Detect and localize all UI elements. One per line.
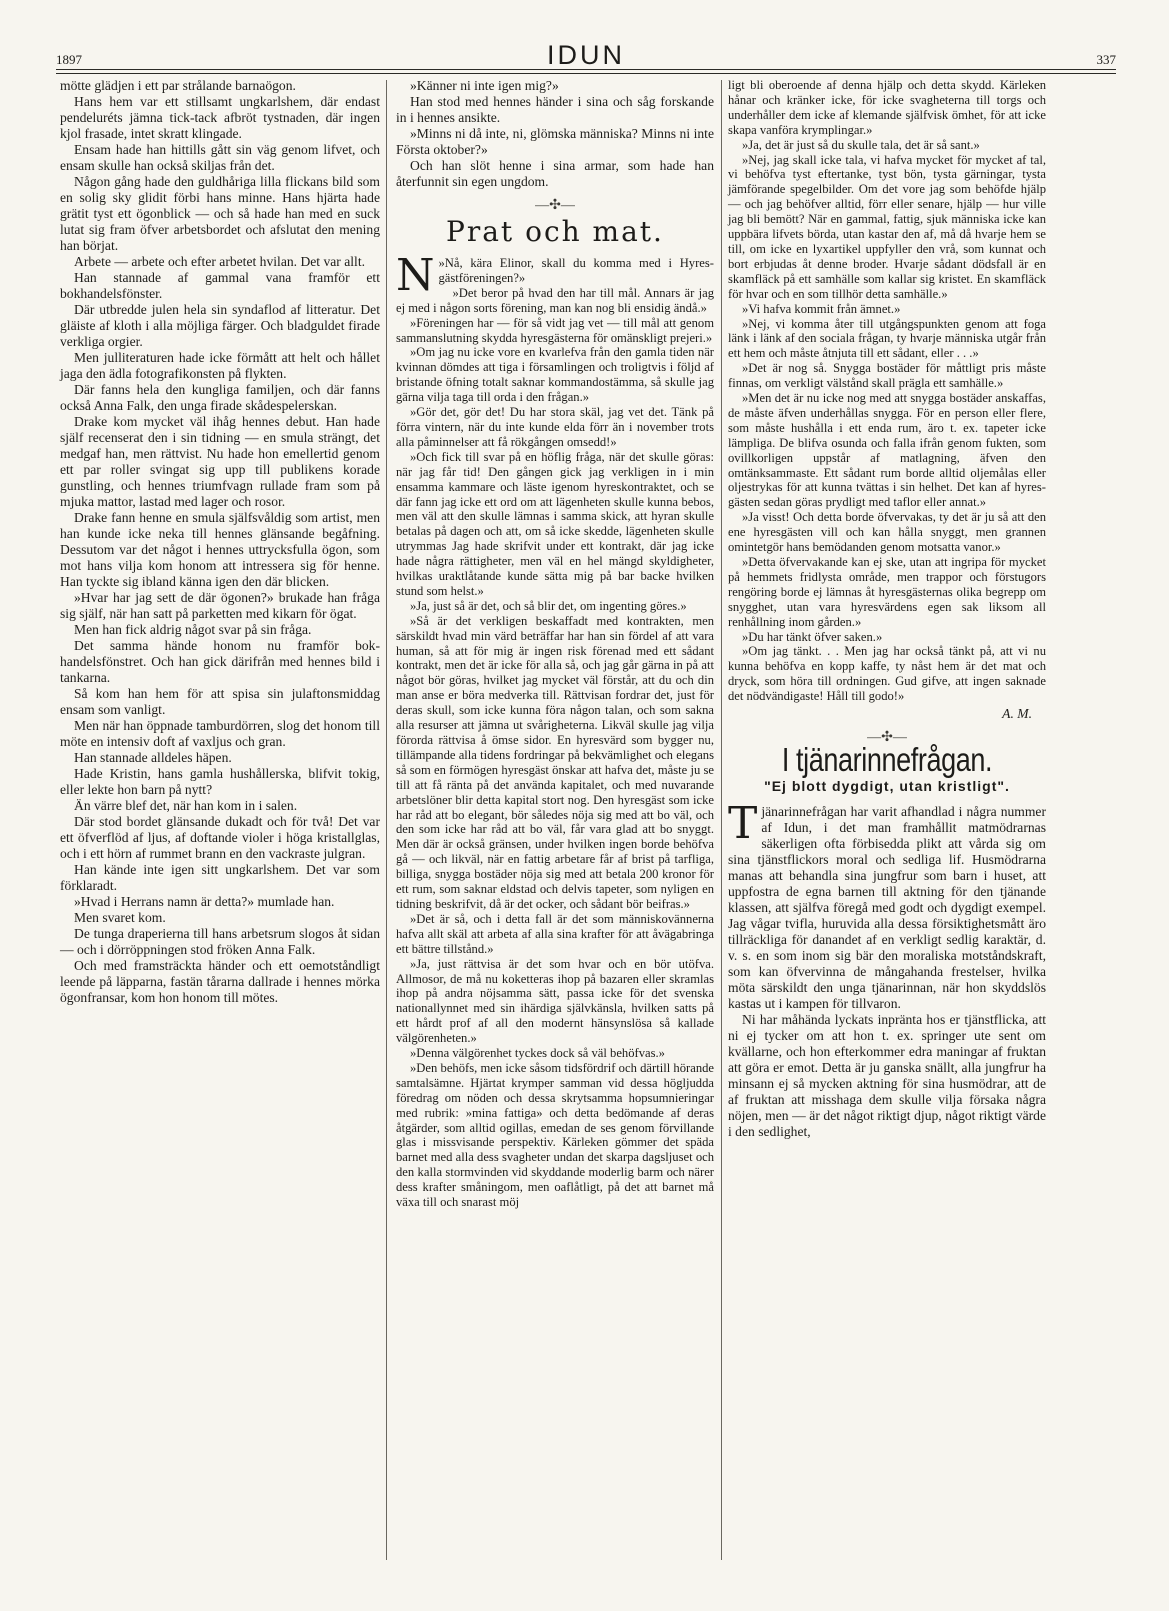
header-rule-thin <box>56 73 1116 74</box>
paragraph-text: »Nå, kära Elinor, skall du komma med i Hyresgästföreningen?» <box>438 256 714 285</box>
column-1 <box>60 78 380 1006</box>
paragraph: Arbete — arbete och efter arbetet hvilan. Det var allt. <box>74 254 365 269</box>
paragraph: Och med framsträckta händer och ett oemotståndligt leende på läpparna, fastän tårarna dallrade i hennes mörka ögonfransar, kom hon honom till mötes. <box>60 958 380 1005</box>
section-title-prat: Prat och mat. <box>446 215 664 248</box>
paragraph: »Nej, jag skall icke tala, vi hafva mycket för mycket af tal, vi behöfva tyst eftertanke, tyst bön, tysta gärningar, tysta jämförande spegelbilder. Om det vore jag som behöfde hjälp — och jag behöfver alltid, förr eller senare, hjälp — hur ville jag bli bemött? När en gammal, fattig, sjuk människa icke kan uppbära lifvets börda, utan kastar den af, må då hvarje hem se till, om icke en lyxartikel uppfyller den vrå, som kunnat och bort erbjudas åt denne broder. Hvarje sådant dödsfall är en skamfläck på ett samhälle som kallar sig kristet. En skamfläck för hvar och en som tillhör detta samhälle.» <box>728 152 1046 301</box>
paragraph: De tunga draperierna till hans arbetsrum slogos åt sidan — och i dörröppningen stod fröken Anna Falk. <box>60 926 380 957</box>
paragraph: »Om jag tänkt. . . Men jag har också tänkt på, att vi nu kunna behöfva en kopp kaffe, ty nåst hem är det mat och dryck, som höra till ordningen. Gud gifve, att ingen saknade det nödvändigaste! Håll till godo!» <box>728 644 1046 704</box>
section-separator: —✣— <box>867 730 907 746</box>
dropcap: T <box>728 798 758 850</box>
paragraph: »Den behöfs, men icke såsom tidsfördrif och därtill hörande samtalsämne. Hjärtat krymper samman vid dessa högljudda föredrag om nöden och dessa skrytsamma hopsumnieringar med rubrik: »mina fattiga» och detta bedömande af deras åtgärder, som alltid ogillas, emedan de ses genom förvillande glas i missvisande perspektiv. Kärleken gömmer det späda barnet med alla dess svagheter undan det skarpa dagsljuset och den kalla stormvinden vid skyddande moderlig barm och närer dess krafter småningom, men oaflåtligt, på det att barnet må växa till och snarast möj <box>396 1060 714 1210</box>
column-2 <box>396 78 714 1210</box>
paragraph: Men julliteraturen hade icke förmått att helt och hållet jaga den ädla fotografikonsten på flykten. <box>60 350 380 381</box>
paragraph: »Ja visst! Och detta borde öfvervakas, ty det är ju så att den ene hyresgästen vill och kan hålla snyggt, men grannen omintetgör hans bemödanden genom motsatta vanor.» <box>728 510 1046 555</box>
paragraph: »Vi hafva kommit från ämnet.» <box>742 301 901 316</box>
paragraph: Där utbredde julen hela sin syndaflod af litteratur. Det gläiste af kloth i alla möjliga färger. Och bladguldet firade verkliga orgier. <box>60 302 380 349</box>
paragraph: Han stod med hennes händer i sina och såg forskande in i hennes ansikte. <box>396 94 714 125</box>
paragraph: »Minns ni då inte, ni, glömska människa? Minns ni inte Första oktober?» <box>396 126 714 157</box>
paragraph: Så kom han hem för att spisa sin julaftonsmiddag ensam som vanligt. <box>60 686 380 717</box>
paragraph: Ensam hade han hittills gått sin väg genom lifvet, och ensam skulle han också skiljas från det. <box>60 142 380 173</box>
paragraph: »Ja, just rättvisa är det som hvar och en bör utöfva. Allmosor, de må nu koketteras ihop på bazaren eller skramlas ihop på andra nöjsamma sätt, passa icke för det svenska nationallynnet med sin ihärdiga självkänsla, hvilken satts på ett hårdt prof af all den modernt hänsynslösa så kallade välgörenheten.» <box>396 956 714 1046</box>
paragraph: Ni har måhända lyckats inpränta hos er tjänstflicka, att ni ej tycker om att hon t. ex. springer ute sent om kvällarne, och hon efterkommer edra maningar af fruktan att göra er emot. Detta är ju ganska snällt, alla jungfrur ha minsann ej så mycken aktning för sina husmödrar, att de af fruktan att misshaga dem skulle vilja försaka några nöjen, men — är det något riktigt djup, något riktigt värde i den sedlighet, <box>728 1012 1046 1140</box>
paragraph: Någon gång hade den guldhåriga lilla flickans bild som en solig sky glidit förbi hans minne. Hans hjärta hade grätit tyst ett ögonblick — och så hade han med en suck lutat sig fram öfver arbetsbordet och afslutat den mening han börjat. <box>60 174 380 253</box>
signature: A. M. <box>1002 706 1032 722</box>
dropcap: N <box>396 250 435 301</box>
paragraph <box>728 798 1046 1012</box>
paragraph: »Det beror på hvad den har till mål. Annars är jag ej med i någon sorts förening, man kan nog bli ensidig ändå.» <box>396 285 714 315</box>
section-separator: —✣— <box>535 198 575 213</box>
paragraph: »Föreningen har — för så vidt jag vet — till mål att genom sammanslutning skydda hyresgästerna för omänskligt prejeri.» <box>396 315 714 345</box>
column-3 <box>728 78 1046 1140</box>
paragraph: »Hvar har jag sett de där ögonen?» brukade han fråga sig själf, när han satt på parketten med kikarn för ögat. <box>60 590 380 621</box>
paragraph: Han stannade alldeles häpen. <box>74 750 232 765</box>
header-rule <box>56 69 1116 70</box>
masthead-title: IDUN <box>547 40 625 70</box>
paragraph: Och han slöt henne i sina armar, som hade han återfunnit sin egen ungdom. <box>396 158 714 189</box>
paragraph: Där stod bordet glänsande dukadt och för två! Det var ett öfverflöd af ljus, af doftande violer i höga kristallglas, och i ett hörn af rummet brann en den vackraste julgran. <box>60 814 380 861</box>
paragraph: »Men det är nu icke nog med att snygga bostäder anskaffas, de måste äfven underhållas snygga. För en person eller flere, som måste hushålla i ett enda rum, äro t. ex. tapeter icke lämpliga. De blifva osunda och falla ifrån genom fukten, som ovillkorligen uppstår af matlagning, äfven den omtänksammaste. Ett sådant rum borde alltid oljemålas eller oljestrykas för att kunna tvättas i sin helhet. Det kan af hyresgästen sedan göras prydligt med taflor eller annat.» <box>728 391 1046 510</box>
paragraph: »Det är så, och i detta fall är det som människovännerna hafva allt skäl att arbeta af alla sina krafter för att åvägabringa ett bättre tillstånd.» <box>396 911 714 956</box>
paragraph: »Så är det verkligen beskaffadt med kontrakten, men särskildt hvad min värd beträffar har han sin fördel af att vara human, så att för mig är ingen risk förenad med ett sådant kontrakt, men det är icke för alla så, och jag går gärna in på att något bör göras, hvilket jag mycket väl förstår, att du och din man anse er böra medverka till. Rättvisan fordrar det, just för deras skull, som icke kunna föra någon talan, och som sakna alla resurser att jämna ut svårigheterna. Likväl skulle jag vilja förorda rättvisa å ömse sidor. En hyresvärd som bygger nu, tillämpande alla tidens fordringar på bekvämlighet och elegans så som en förmögen hyresgäst önskar att hafva det, måste ju se till att få ränta på det använda kapitalet, och med nuvarande arbetslöner blir detta kapital stort nog. Den hyresgäst som icke har råd att bo elegant, bör således nöja sig med att bo väl, och den som icke har råd att bo väl, får vara glad att bo snyggt. Men där är också gränsen, under hvilken ingen borde behöfva gå — och likväl, när en fattig arbetare får af brist på tarfliga, billiga, snygga bostäder nöja sig med att betala 200 kronor för ett rum, som saknar eldstad och delvis tapeter, som nyligen en tidning beskrifvit, då är det ocker, och sådant bör beifras.» <box>396 613 714 911</box>
paragraph: »Gör det, gör det! Du har stora skäl, jag vet det. Tänk på förra vintern, när du inte kunde elda förr än i november trots alla påminnelser att få rökgången omsedd!» <box>396 405 714 449</box>
paragraph-text: jänarinnefrågan har varit afhandlad i några nummer af Idun, i det man framhållit matmödrarnas säkerligen ofta förbisedda plikt att vårda sig om sina tjänstflickors moral och sedliga lif. Husmödrarna manas att behandla sina jungfrur som barn i huset, att uppfostra de egna barnen till aktning för den tjänande klassen, att själfva föregå med godt och dygdigt exempel. Jag vågar tvifla, huruvida alla dessa försiktighetsmått äro tillräckliga för danandet af en verkligt sedlig karaktär, d. v. s. en som inom sig bär den moraliska motståndskraft, som kan öfvervinna de mångahanda frestelser, hvilka möta särskildt den unga tjänarinnan, när hon skyddslös kastas ut i kampen för tillvaron. <box>728 804 1046 1012</box>
header-page-number: 337 <box>1096 52 1116 67</box>
paragraph: »Denna välgörenhet tyckes dock så väl behöfvas.» <box>410 1046 665 1061</box>
paragraph: Det samma hände honom nu framför bokhandelsfönstret. Och han gick därifrån med hennes bild i tankarna. <box>60 638 380 685</box>
paragraph: mötte glädjen i ett par strålande barnaögon. <box>60 78 296 93</box>
paragraph: Drake kom mycket väl ihåg hennes debut. Han hade själf recenserat den i sin tidning — en smula strängt, det medgaf han, men rättvist. Nu hade hon emellertid genom ett par roller svingat sig upp till publikens korade gunstling, och hennes triumfvagn rullade fram som på mjuka mattor, lastad med lager och rosor. <box>60 414 380 509</box>
section-title-tjanarinnefragan: I tjänarinnefrågan. <box>781 741 993 779</box>
header-year: 1897 <box>56 52 82 67</box>
paragraph: »Om jag nu icke vore en kvarlefva från den gamla tiden när kvinnan dömdes att tiga i församlingen och troligtvis i följd af bristande öfning totalt saknar kommandostämma, så skulle jag gärna vilja taga till orda i den frågan.» <box>396 345 714 405</box>
paragraph: »Ja, just så är det, och så blir det, om ingenting göres.» <box>410 598 687 613</box>
paragraph: »Detta öfvervakande kan ej ske, utan att ingripa för mycket på hemmets fridlysta område, men trappor och förstugors rengöring borde ej lämnas åt hyresgästernas olika begrepp om snygghet, utan vara hyresvärdens egen sak liksom all renhållning inom gården.» <box>728 555 1046 629</box>
paragraph: Han stannade af gammal vana framför ett bokhandelsfönster. <box>60 270 380 301</box>
page-header <box>56 40 1116 70</box>
column-divider <box>386 80 387 1560</box>
paragraph: »Och fick till svar på en höflig fråga, när det skulle göras: när jag får tid! Den gången gick jag verkligen in i min ensamma kammare och läste igenom hyreskontraktet, och se där fann jag icke ett ord om att lägenheten skulle kunna bebos, men väl att den skulle lämnas i samma skick, att hyran skulle betalas på dagen och att, om så icke skedde, lägenheten skulle utrymmas Jag hade skrifvit under ett kontrakt, där jag icke hade några rättigheter, men väl en hel mängd skyldigheter, hvilkas uraktlåtande kunde sätta mig på bar backe hvilken stund som helst.» <box>396 449 714 598</box>
paragraph: »Ja, det är just så du skulle tala, det är så sant.» <box>742 137 980 152</box>
paragraph: »Det är nog så. Snygga bostäder för måttligt pris måste finnas, om verkligt välstånd skall prägla ett samhälle.» <box>728 361 1046 391</box>
paragraph: Hans hem var ett stillsamt ungkarlshem, där endast pendeluréts jämna tick-tack afbröt tystnaden, där ingen kjol frasade, intet skratt klingade. <box>60 94 380 141</box>
paragraph: Drake fann henne en smula själfsvåldig som artist, men han kunde icke neka till hennes glänsande begåfning. Dessutom var det något i hennes uttrycksfulla ögon, som mot hans vilja kom honom att intressera sig för henne. Han tyckte sig ibland känna igen den där blicken. <box>60 510 380 589</box>
paragraph: Men svaret kom. <box>74 910 166 925</box>
paragraph: ligt bli oberoende af denna hjälp och detta skydd. Kärleken hånar och kränker icke, för icke svagheterna till torgs och underhåller dem icke af klemande själfvisk ömhet, för att icke skapa vanföra krymplingar.» <box>728 78 1046 137</box>
paragraph: »Du har tänkt öfver saken.» <box>742 629 883 644</box>
paragraph: »Känner ni inte igen mig?» <box>410 78 559 93</box>
paragraph: Men han fick aldrig något svar på sin fråga. <box>74 622 312 637</box>
paragraph: Där fanns hela den kungliga familjen, och där fanns också Anna Falk, den unga firade skådespelerskan. <box>60 382 380 413</box>
column-divider <box>721 80 722 1560</box>
paragraph: »Hvad i Herrans namn är detta?» mumlade han. <box>74 894 335 909</box>
section-subtitle: "Ej blott dygdigt, utan kristligt". <box>764 778 1010 795</box>
paragraph: »Nej, vi komma åter till utgångspunkten genom att foga länk i länk af den sociala frågan, ty hvarje människa utgår från ett hem och måste åtnjuta till ett sådant, eller . . .» <box>728 316 1046 361</box>
paragraph: Men när han öppnade tamburdörren, slog det honom till möte en intensiv doft af vaxljus och gran. <box>60 718 380 749</box>
paragraph: Han kände inte igen sitt ungkarlshem. Det var som förklaradt. <box>60 862 380 893</box>
paragraph: Hade Kristin, hans gamla hushållerska, blifvit tokig, eller lekte hon barn på nytt? <box>60 766 380 797</box>
paragraph: Än värre blef det, när han kom in i salen. <box>74 798 298 813</box>
